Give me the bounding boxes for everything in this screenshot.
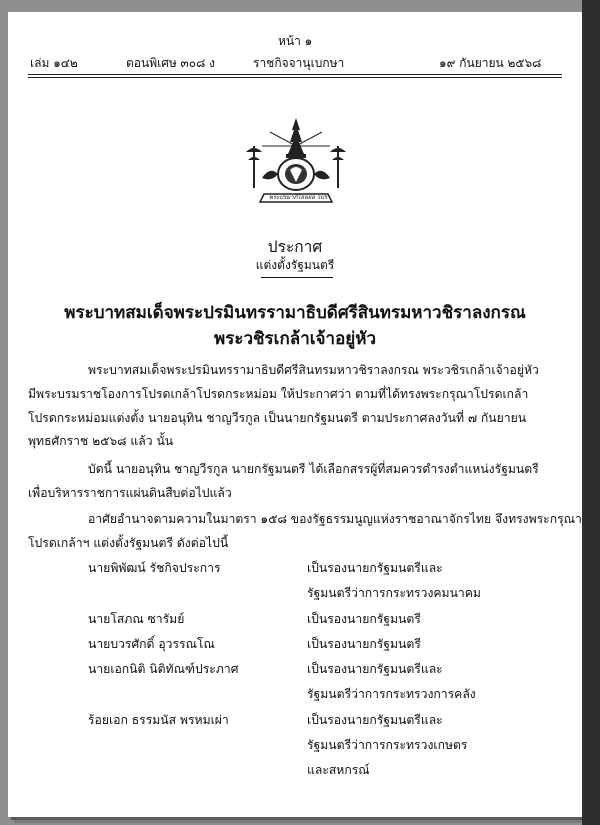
paragraph-1-line-1: พระบาทสมเด็จพระปรมินทรรามาธิบดีศรีสินทรมหาวชิราลงกรณ พระวชิรเกล้าเจ้าอยู่หัว — [88, 363, 539, 377]
king-title-line2: พระวชิรเกล้าเจ้าอยู่หัว — [214, 329, 376, 349]
appointee-position: เป็นรองนายกรัฐมนตรีและ — [307, 713, 443, 727]
gazette-name: ราชกิจจานุเบกษา — [253, 56, 345, 70]
appointee-position: รัฐมนตรีว่าการกระทรวงเกษตร — [307, 738, 468, 752]
header-rule-bottom — [28, 77, 562, 78]
gazette-page — [8, 12, 582, 817]
emblem-motto: พระปรมาภิไธยย่อ วปร — [268, 194, 328, 201]
appointee-name: นายพิพัฒน์ รัชกิจประการ — [88, 561, 221, 575]
gazette-date: ๑๙ กันยายน ๒๕๖๘ — [439, 56, 542, 70]
header-rule-top — [28, 74, 562, 75]
appointee-position: รัฐมนตรีว่าการกระทรวงคมนาคม — [307, 586, 481, 600]
appointee-position: เป็นรองนายกรัฐมนตรี — [307, 637, 421, 651]
paragraph-1-line-4: พุทธศักราช ๒๕๖๘ แล้ว นั้น — [28, 434, 174, 448]
appointee-position: รัฐมนตรีว่าการกระทรวงการคลัง — [307, 687, 476, 701]
paragraph-1-line-3: โปรดกระหม่อมแต่งตั้ง นายอนุทิน ชาญวีรกูล เป็นนายกรัฐมนตรี ตามประกาศลงวันที่ ๗ กันยายน — [28, 411, 527, 425]
paragraph-3-line-1: อาศัยอำนาจตามความในมาตรา ๑๕๘ ของรัฐธรรมนูญแห่งราชอาณาจักรไทย จึงทรงพระกรุณา — [88, 512, 582, 526]
appointee-position: เป็นรองนายกรัฐมนตรี — [307, 612, 421, 626]
paragraph-3-line-2: โปรดเกล้าฯ แต่งตั้งรัฐมนตรี ดังต่อไปนี้ — [28, 536, 229, 550]
window-edge — [582, 0, 600, 825]
subject-underline — [261, 277, 333, 278]
paragraph-2-line-2: เพื่อบริหารราชการแผ่นดินสืบต่อไปแล้ว — [28, 486, 232, 500]
paragraph-1-line-2: มีพระบรมราชโองการโปรดเกล้าโปรดกระหม่อม ให้ประกาศว่า ตามที่ได้ทรงพระกรุณาโปรดเกล้า — [28, 387, 529, 401]
paragraph-2-line-1: บัดนี้ นายอนุทิน ชาญวีรกูล นายกรัฐมนตรี ได้เลือกสรรผู้ที่สมควรดำรงตำแหน่งรัฐมนตรี — [88, 462, 539, 476]
appointee-name: ร้อยเอก ธรรมนัส พรหมเผ่า — [88, 713, 229, 727]
appointee-name: นายเอกนิติ นิติทัณฑ์ประภาศ — [88, 662, 239, 676]
issue-label: ตอนพิเศษ ๓๐๘ ง — [126, 56, 216, 70]
appointee-name: นายบวรศักดิ์ อุวรรณโณ — [88, 637, 215, 651]
appointee-position: เป็นรองนายกรัฐมนตรีและ — [307, 662, 443, 676]
volume-label: เล่ม ๑๔๒ — [30, 56, 78, 70]
page-number: หน้า ๑ — [278, 34, 313, 48]
king-title-line1: พระบาทสมเด็จพระปรมินทรรามาธิบดีศรีสินทรมหาวชิราลงกรณ — [64, 303, 526, 323]
appointee-position: เป็นรองนายกรัฐมนตรีและ — [307, 561, 443, 575]
appointee-position: และสหกรณ์ — [307, 763, 370, 777]
announcement-heading: ประกาศ — [267, 238, 323, 256]
appointee-name: นายโสภณ ซารัมย์ — [88, 612, 185, 626]
royal-emblem — [240, 116, 352, 216]
announcement-subject: แต่งตั้งรัฐมนตรี — [255, 258, 335, 272]
